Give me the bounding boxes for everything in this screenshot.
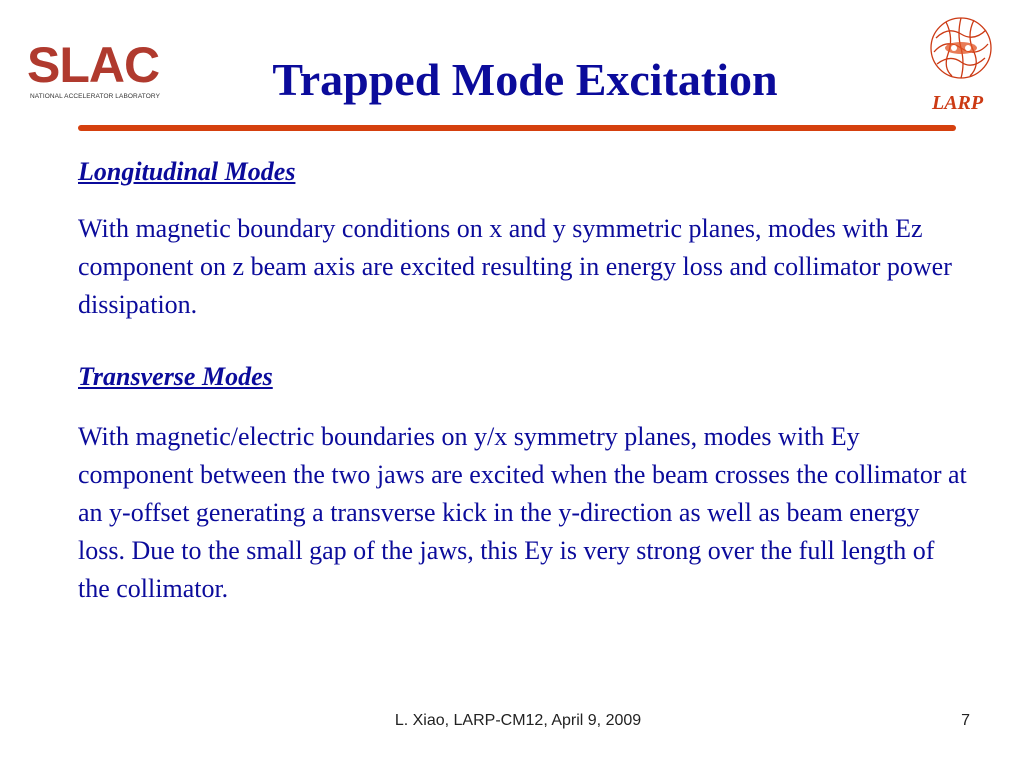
section-body-longitudinal: With magnetic boundary conditions on x and y symmetric planes, modes with Ez component on z beam axis are excited resulting in energy loss and collimator power dissipation.: [78, 214, 952, 319]
slac-logo-wordmark: SLAC: [27, 37, 160, 93]
footer-citation: L. Xiao, LARP-CM12, April 9, 2009: [394, 712, 642, 729]
section-body-transverse: With magnetic/electric boundaries on y/x symmetry planes, modes with Ey component between the two jaws are excited when the beam crosses the collimator at an y-offset generating a transverse kick in the y-direction as well as beam energy loss. Due to the small gap of the jaws, this Ey is very strong over the full length of the collimator.: [78, 422, 967, 603]
slac-logo-subtitle: NATIONAL ACCELERATOR LABORATORY: [30, 93, 161, 100]
section-heading-transverse: Transverse Modes: [78, 362, 273, 391]
title-divider: [78, 125, 956, 131]
larp-logo-text: LARP: [932, 92, 984, 114]
slide-title: Trapped Mode Excitation: [272, 54, 778, 105]
page-number: 7: [961, 712, 970, 729]
slac-logo: [27, 37, 167, 106]
larp-emblem-icon: [928, 8, 994, 88]
section-heading-longitudinal: Longitudinal Modes: [78, 157, 296, 186]
larp-logo: [926, 8, 996, 120]
